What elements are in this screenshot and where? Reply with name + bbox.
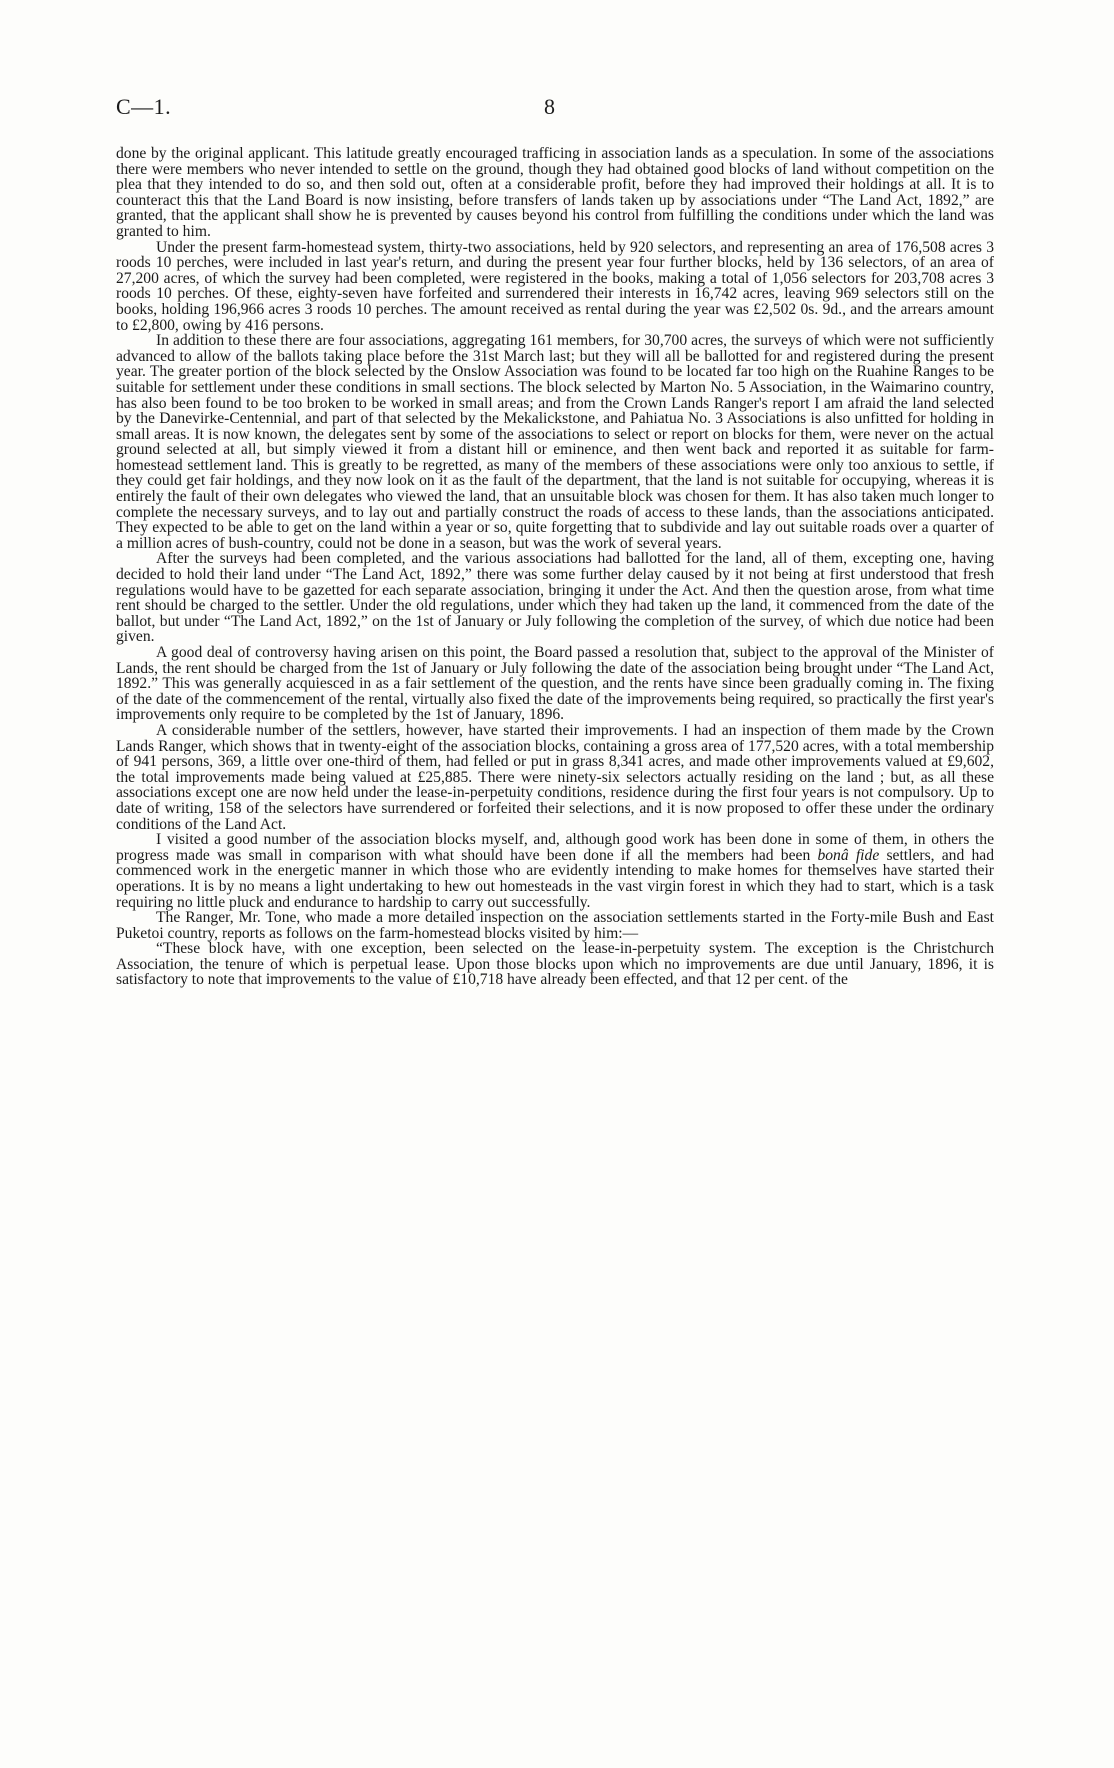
paragraph-8: The Ranger, Mr. Tone, who made a more detailed inspection on the association settlements started in the Forty-mile Bush and East Puketoi country, reports as follows on the farm-homestead blocks visited by him:— xyxy=(116,909,994,942)
paragraph-4: After the surveys had been completed, and the various associations had ballotted for the land, all of them, excepting one, having decided to hold their land under “The Land Act, 1892,” there was some further delay caused by it not being at first understood that fresh regulations would have to be gazetted for each separate association, bringing it under the Act. And then the question arose, from what time rent should be charged to the settler. Under the old regulations, under which they had taken up the land, it commenced from the date of the ballot, but under “The Land Act, 1892,” on the 1st of January or July following the completion of the survey, of which due notice had been given. xyxy=(116,550,994,646)
paragraph-3: In addition to these there are four associations, aggregating 161 members, for 30,700 acres, the surveys of which were not sufficiently advanced to allow of the ballots taking place before the 31st March last; but they will all be ballotted for and registered during the present year. The greater portion of the block selected by the Onslow Association was found to be located far too high on the Ruahine Ranges to be suitable for settlement under these conditions in small sections. The block selected by Marton No. 5 Association, in the Waimarino country, has also been found to be too broken to be worked in small areas; and from the Crown Lands Ranger's report I am afraid the land selected by the Danevirke-Centennial, and part of that selected by the Mekalickstone, and Pahiatua No. 3 Associations is also unfitted for holding in small areas. It is now known, the delegates sent by some of the associations to select or report on blocks for them, were never on the actual ground selected at all, but simply viewed it from a distant hill or eminence, and then went back and reported it as suitable for farm-homestead settlement land. This is greatly to be regretted, as many of the members of these associations were only too anxious to settle, if they could get fair holdings, and they now look on it as the fault of the department, that the land is not suitable for occupying, whereas it is entirely the fault of their own delegates who viewed the land, that an unsuitable block was chosen for them. It has also taken much longer to complete the necessary surveys, and to lay out and partially construct the roads of access to these lands, than the associations anticipated. They expected to be able to get on the land within a year or so, quite forgetting that to subdivide and lay out suitable roads over a quarter of a million acres of bush-country, could not be done in a season, but was the work of several years. xyxy=(116,332,994,552)
paragraph-2: Under the present farm-homestead system, thirty-two associations, held by 920 selectors, and representing an area of 176,508 acres 3 roods 10 perches, were included in last year's return, and during the present year four further blocks, held by 136 selectors, of an area of 27,200 acres, of which the survey had been completed, were registered in the books, making a total of 1,056 selectors for 203,708 acres 3 roods 10 perches. Of these, eighty-seven have forfeited and surrendered their interests in 16,742 acres, leaving 969 selectors still on the books, holding 196,966 acres 3 roods 10 perches. The amount received as rental during the year was £2,502 0s. 9d., and the arrears amount to £2,800, owing by 416 persons. xyxy=(116,238,994,334)
page-number: 8 xyxy=(544,94,555,119)
paragraph-9: “These block have, with one exception, been selected on the lease-in-perpetuity system. The exception is the Christchurch Association, the tenure of which is perpetual lease. Upon those blocks upon which no improvements are due until January, 1896, it is satisfactory to note that improvements to the value of £10,718 have already been effected, and that 12 per cent. of the xyxy=(116,940,994,989)
paragraph-7-emphasis: bonâ fide xyxy=(817,846,880,864)
paragraph-5: A good deal of controversy having arisen on this point, the Board passed a resolution that, subject to the approval of the Minister of Lands, the rent should be charged from the 1st of January or July following the date of the association being brought under “The Land Act, 1892.” This was generally acquiesced in as a fair settlement of the question, and the rents have since been gradually coming in. The fixing of the date of the commencement of the rental, virtually also fixed the date of the improvements being required, so practically the first year's improvements only require to be completed by the 1st of January, 1896. xyxy=(116,644,994,724)
paragraph-7-before: I visited a good number of the association blocks myself, and, although good work has been done in some of them, in others the progress made was small in comparison with what should have been done if all the members had been xyxy=(116,831,994,864)
document-code: C—1. xyxy=(116,94,172,119)
page-header xyxy=(116,94,994,124)
paragraph-7 xyxy=(116,832,994,910)
paragraph-7-after: settlers, and had commenced work in the energetic manner in which those who are evidently intending to make homes for themselves have started their operations. It is by no means a light undertaking to hew out homesteads in the vast virgin forest in which they had to start, which is a task requiring no little pluck and endurance to hardship to carry out successfully. xyxy=(116,846,994,911)
body-text xyxy=(116,146,994,988)
paragraph-6: A considerable number of the settlers, however, have started their improvements. I had an inspection of them made by the Crown Lands Ranger, which shows that in twenty-eight of the association blocks, containing a gross area of 177,520 acres, with a total membership of 941 persons, 369, a little over one-third of them, had felled or put in grass 8,341 acres, and made other improvements valued at £9,602, the total improvements made being valued at £25,885. There were ninety-six selectors actually residing on the land ; but, as all these associations except one are now held under the lease-in-perpetuity conditions, residence during the first four years is not compulsory. Up to date of writing, 158 of the selectors have surrendered or forfeited their selections, and it is now proposed to offer these under the ordinary conditions of the Land Act. xyxy=(116,721,994,833)
paragraph-1: done by the original applicant. This latitude greatly encouraged trafficing in association lands as a speculation. In some of the associations there were members who never intended to settle on the ground, though they had obtained good blocks of land without competition on the plea that they intended to do so, and then sold out, often at a considerable profit, before they had improved their holdings at all. It is to counteract this that the Land Board is now insisting, before transfers of lands taken up by associations under “The Land Act, 1892,” are granted, that the applicant shall show he is prevented by causes beyond his control from fulfilling the conditions under which the land was granted to him. xyxy=(116,145,994,240)
